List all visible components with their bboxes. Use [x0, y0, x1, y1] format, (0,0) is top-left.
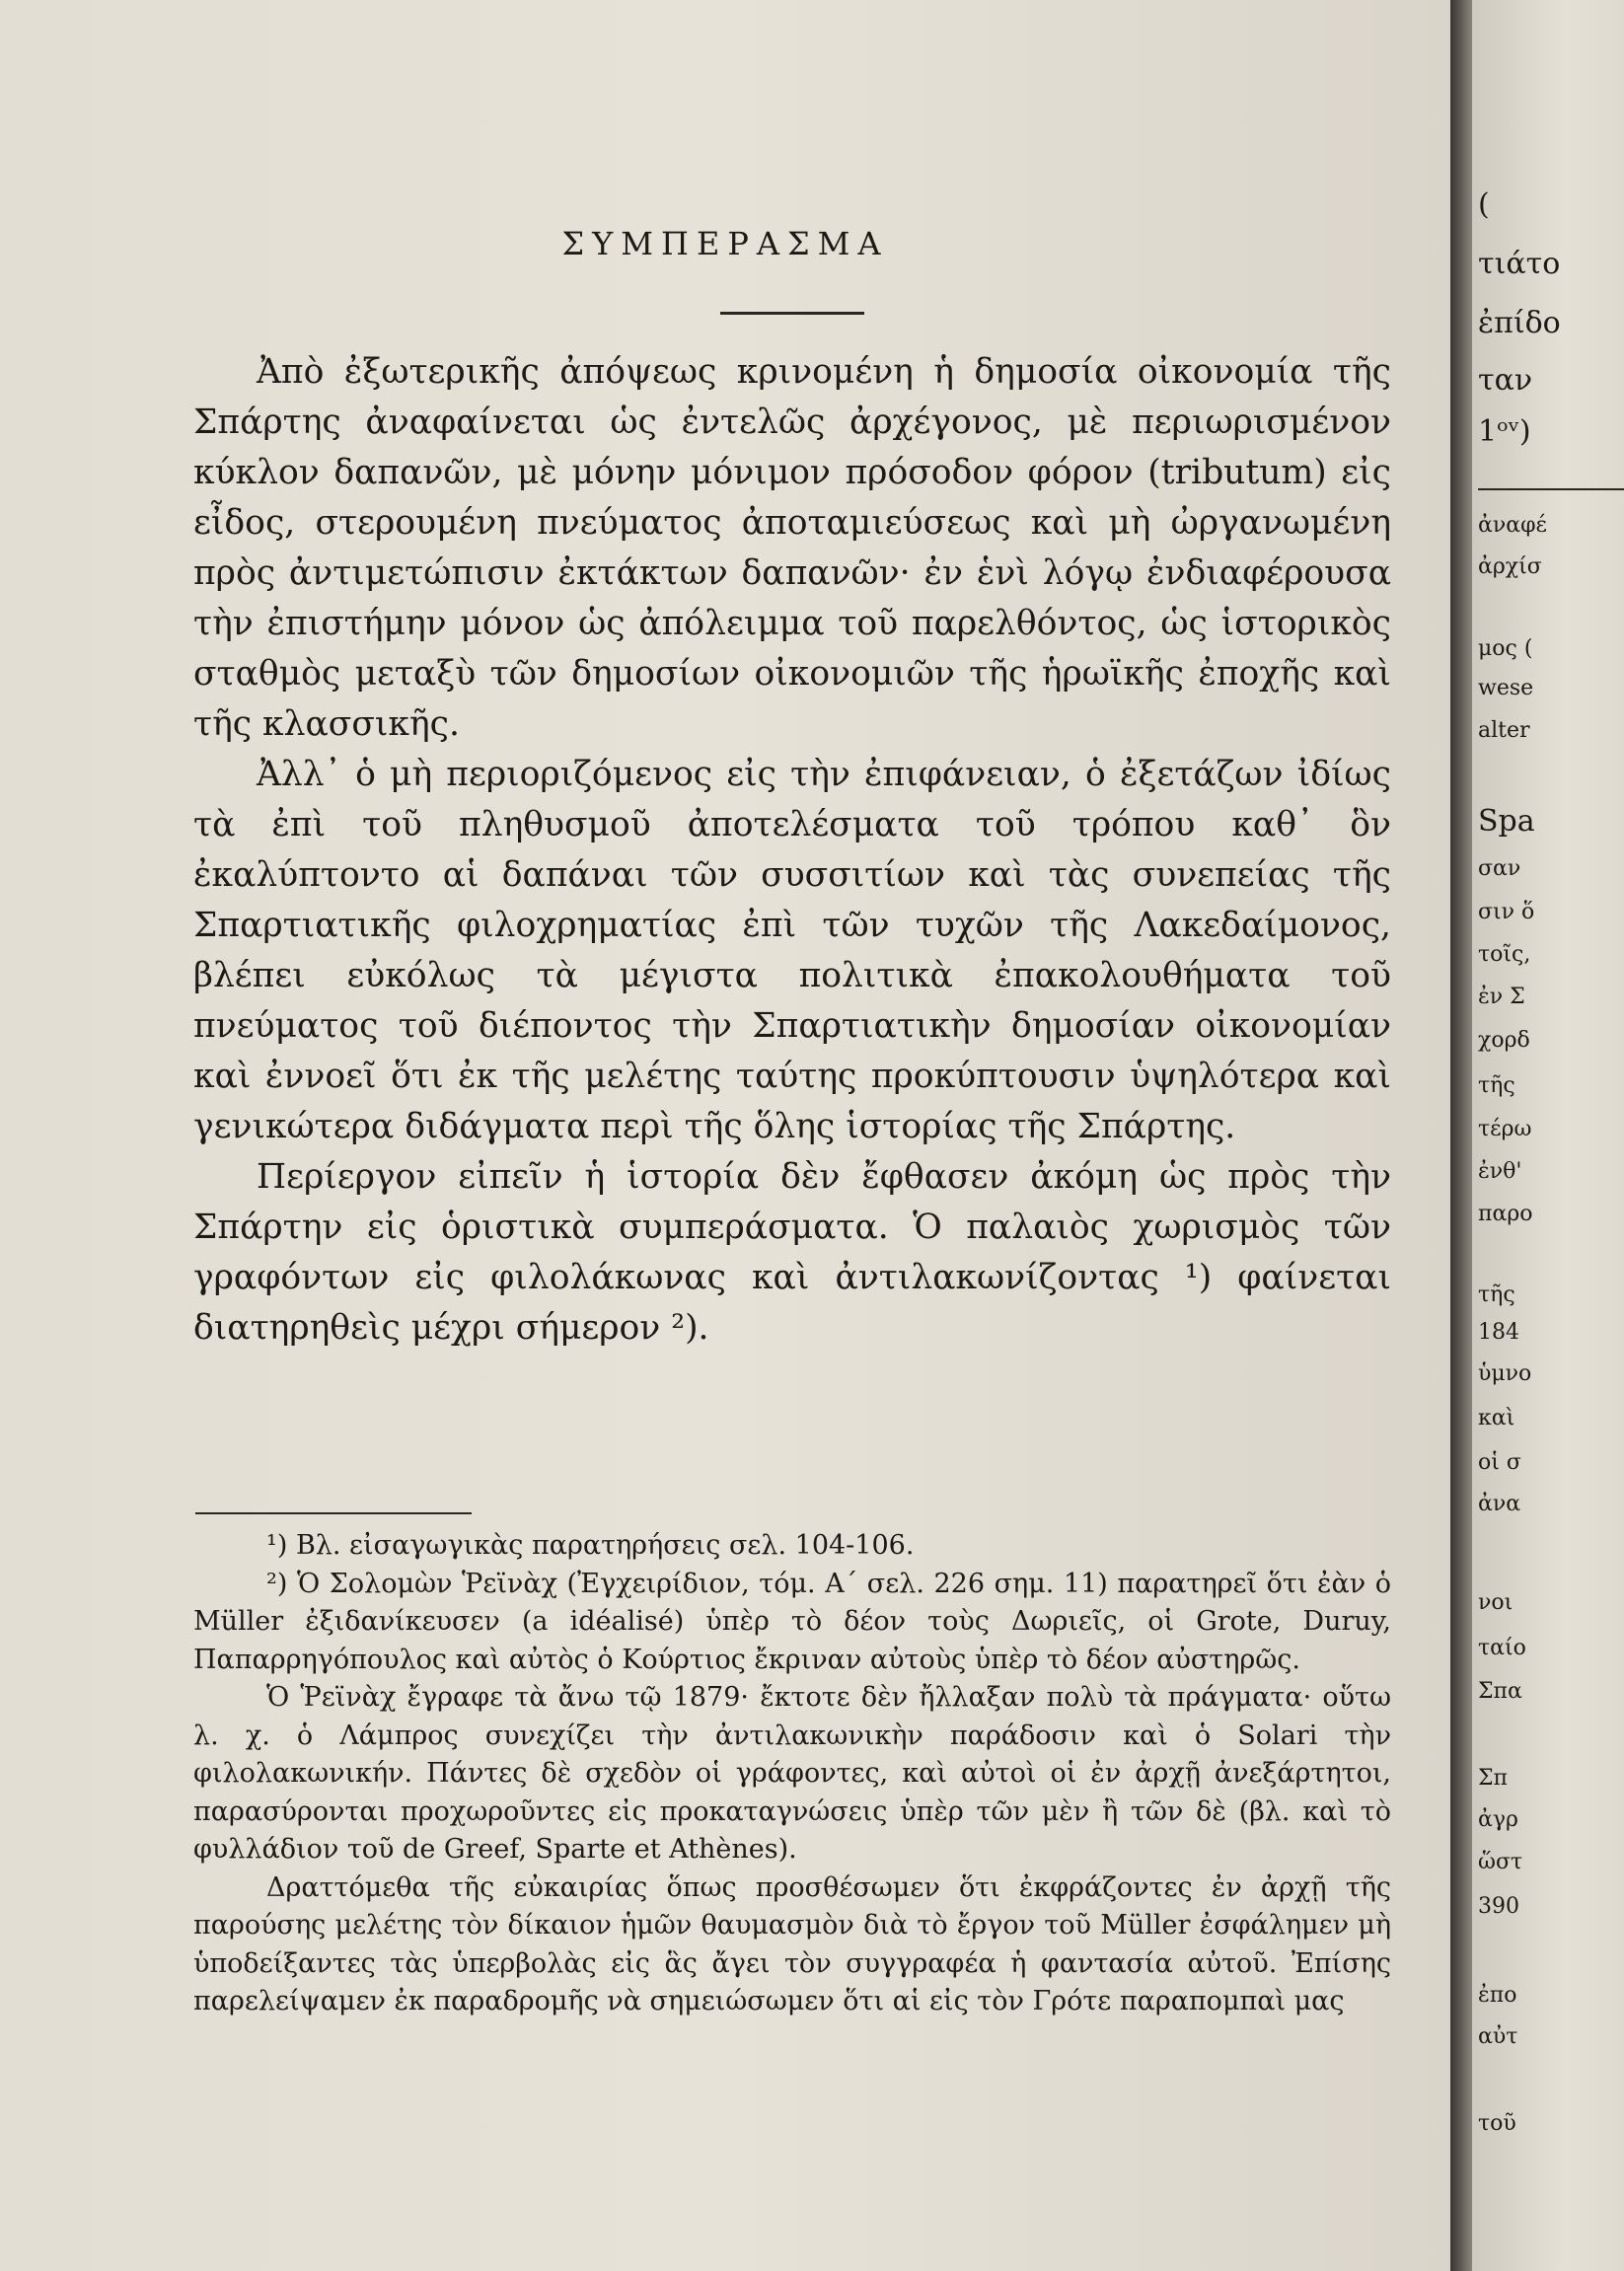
fragment: ἐπίδο: [1478, 306, 1561, 340]
fragment: οἱ σ: [1478, 1450, 1521, 1475]
fragment: ὑμνο: [1478, 1361, 1532, 1386]
fragment: 184: [1478, 1320, 1519, 1345]
fragment: Σπ: [1478, 1766, 1509, 1791]
fragment: ἀνα: [1478, 1492, 1521, 1516]
title-divider: [720, 312, 864, 315]
fragment: Spa: [1478, 804, 1535, 839]
fragment: ἐνθ': [1478, 1159, 1522, 1184]
fragment: ταίο: [1478, 1636, 1526, 1660]
fragment: ταν: [1478, 363, 1533, 398]
main-text: [193, 347, 1391, 1354]
fragment: τιάτο: [1478, 247, 1561, 281]
fragment: νοι: [1478, 1590, 1513, 1615]
footnotes: [193, 1527, 1391, 2021]
paragraph: Ἀλλ᾽ ὁ μὴ περιοριζόμενος εἰς τὴν ἐπιφάνειαν, ὁ ἐξετάζων ἰδίως τὰ ἐπὶ τοῦ πληθυσμοῦ ἀποτελέσματα τοῦ τρόπου καθ᾽ ὃν ἐκαλύπτοντο αἱ δαπάναι τῶν συσσιτίων καὶ τὰς συνεπείας τῆς Σπαρτιατικῆς φιλοχρηματίας ἐπὶ τῶν τυχῶν τῆς Λακεδαίμονος, βλέπει εὐκόλως τὰ μέγιστα πολιτικὰ ἐπακολουθήματα τοῦ πνεύματος τοῦ διέποντος τὴν Σπαρτιατικὴν δημοσίαν οἰκονομίαν καὶ ἐννοεῖ ὅτι ἐκ τῆς μελέτης ταύτης προκύπτουσιν ὑψηλότερα καὶ γενικώτερα διδάγματα περὶ τῆς ὅλης ἱστορίας τῆς Σπάρτης.: [193, 755, 1391, 1146]
fragment: χορδ: [1478, 1028, 1530, 1053]
paragraph: Ἀπὸ ἐξωτερικῆς ἀπόψεως κρινομένη ἡ δημοσία οἰκονομία τῆς Σπάρτης ἀναφαίνεται ὡς ἐντελῶς ἀρχέγονος, μὲ περιωρισμένον κύκλον δαπανῶν, μὲ μόνην μόνιμον πρόσοδον φόρον (tributum) εἰς εἶδος, στερουμένη πνεύματος ἀποταμιεύσεως καὶ μὴ ὠργανωμένη πρὸς ἀντιμετώπισιν ἐκτάκτων δαπανῶν· ἐν ἑνὶ λόγῳ ἐνδιαφέρουσα τὴν ἐπιστήμην μόνον ὡς ἀπόλειμμα τοῦ παρελθόντος, ὡς ἱστορικὸς σταθμὸς μεταξὺ τῶν δημοσίων οἰκονομιῶν τῆς ἡρωϊκῆς ἐποχῆς καὶ τῆς κλασσικῆς.: [193, 352, 1391, 744]
fragment: καὶ: [1478, 1406, 1515, 1430]
fragment: τῆς: [1478, 1282, 1515, 1307]
fragment: (: [1478, 187, 1490, 222]
right-page-edge: [1472, 0, 1624, 2271]
fragment: μος (: [1478, 636, 1533, 661]
right-page-divider: [1478, 488, 1624, 490]
fragment: σαν: [1478, 856, 1521, 881]
fragment: σιν ὅ: [1478, 900, 1535, 924]
footnote-divider: [195, 1512, 472, 1514]
fragment: 1ᵒᵛ): [1478, 414, 1531, 449]
chapter-title: ΣΥΜΠΕΡΑΣΜΑ: [561, 225, 889, 262]
footnote: ¹) Βλ. εἰσαγωγικὰς παρατηρήσεις σελ. 104-106.: [266, 1530, 915, 1561]
fragment: Σπα: [1478, 1679, 1522, 1704]
fragment: αὐτ: [1478, 2024, 1518, 2049]
fragment: τέρω: [1478, 1117, 1532, 1141]
fragment: τοῦ: [1478, 2111, 1516, 2136]
book-gutter: [1450, 0, 1472, 2271]
fragment: 390: [1478, 1894, 1519, 1919]
fragment: alter: [1478, 718, 1530, 743]
fragment: ὥστ: [1478, 1850, 1523, 1874]
fragment: wese: [1478, 676, 1534, 700]
footnote: Δραττόμεθα τῆς εὐκαιρίας ὅπως προσθέσωμεν ὅτι ἐκφράζοντες ἐν ἀρχῇ τῆς παρούσης μελέτης τὸν δίκαιον ἡμῶν θαυμασμὸν διὰ τὸ ἔργον τοῦ Müller ἐσφάλημεν μὴ ὑποδείξαντες τὰς ὑπερβολὰς εἰς ἃς ἄγει τὸν συγγραφέα ἡ φαντασία αὐτοῦ. Ἐπίσης παρελείψαμεν ἐκ παραδρομῆς νὰ σημειώσωμεν ὅτι αἱ εἰς τὸν Γρότε παραπομπαὶ μας: [193, 1871, 1391, 2016]
fragment: ἐν Σ: [1478, 985, 1525, 1009]
footnote: ²) Ὁ Σολομὼν Ῥεϊνὰχ (Ἐγχειρίδιον, τόμ. Α΄ σελ. 226 σημ. 11) παρατηρεῖ ὅτι ἐὰν ὁ Müller ἐξιδανίκευσεν (a idéalisé) ὑπὲρ τὸ δέον τοὺς Δωριεῖς, οἱ Grote, Duruy, Παπαρρηγόπουλος καὶ αὐτὸς ὁ Κούρτιος ἔκριναν αὐτοὺς ὑπὲρ τὸ δέον αὐστηρῶς.: [193, 1568, 1391, 1675]
fragment: τοῖς,: [1478, 942, 1531, 967]
fragment: ἀγρ: [1478, 1807, 1518, 1832]
paragraph: Περίεργον εἰπεῖν ἡ ἱστορία δὲν ἔφθασεν ἀκόμη ὡς πρὸς τὴν Σπάρτην εἰς ὁριστικὰ συμπεράσματα. Ὁ παλαιὸς χωρισμὸς τῶν γραφόντων εἰς φιλολάκωνας καὶ ἀντιλακωνίζοντας ¹) φαίνεται διατηρηθεὶς μέχρι σήμερον ²).: [193, 1157, 1391, 1348]
fragment: ἐπο: [1478, 1983, 1517, 2008]
fragment: ἀναφέ: [1478, 513, 1547, 538]
fragment: παρο: [1478, 1202, 1533, 1226]
fragment: ἀρχίσ: [1478, 554, 1542, 579]
footnote: Ὁ Ῥεϊνὰχ ἔγραφε τὰ ἄνω τῷ 1879· ἔκτοτε δὲν ἤλλαξαν πολὺ τὰ πράγματα· οὕτω λ. χ. ὁ Λάμπρος συνεχίζει τὴν ἀντιλακωνικὴν παράδοσιν καὶ ὁ Solari τὴν φιλολακωνικήν. Πάντες δὲ σχεδὸν οἱ γράφοντες, καὶ αὐτοὶ οἱ ἐν ἀρχῇ ἀνεξάρτητοι, παρασύρονται προχωροῦντες εἰς προκαταγνώσεις ὑπὲρ τῶν μὲν ἢ τῶν δὲ (βλ. καὶ τὸ φυλλάδιον τοῦ de Greef, Sparte et Athènes).: [193, 1682, 1391, 1865]
fragment: τῆς: [1478, 1073, 1515, 1098]
